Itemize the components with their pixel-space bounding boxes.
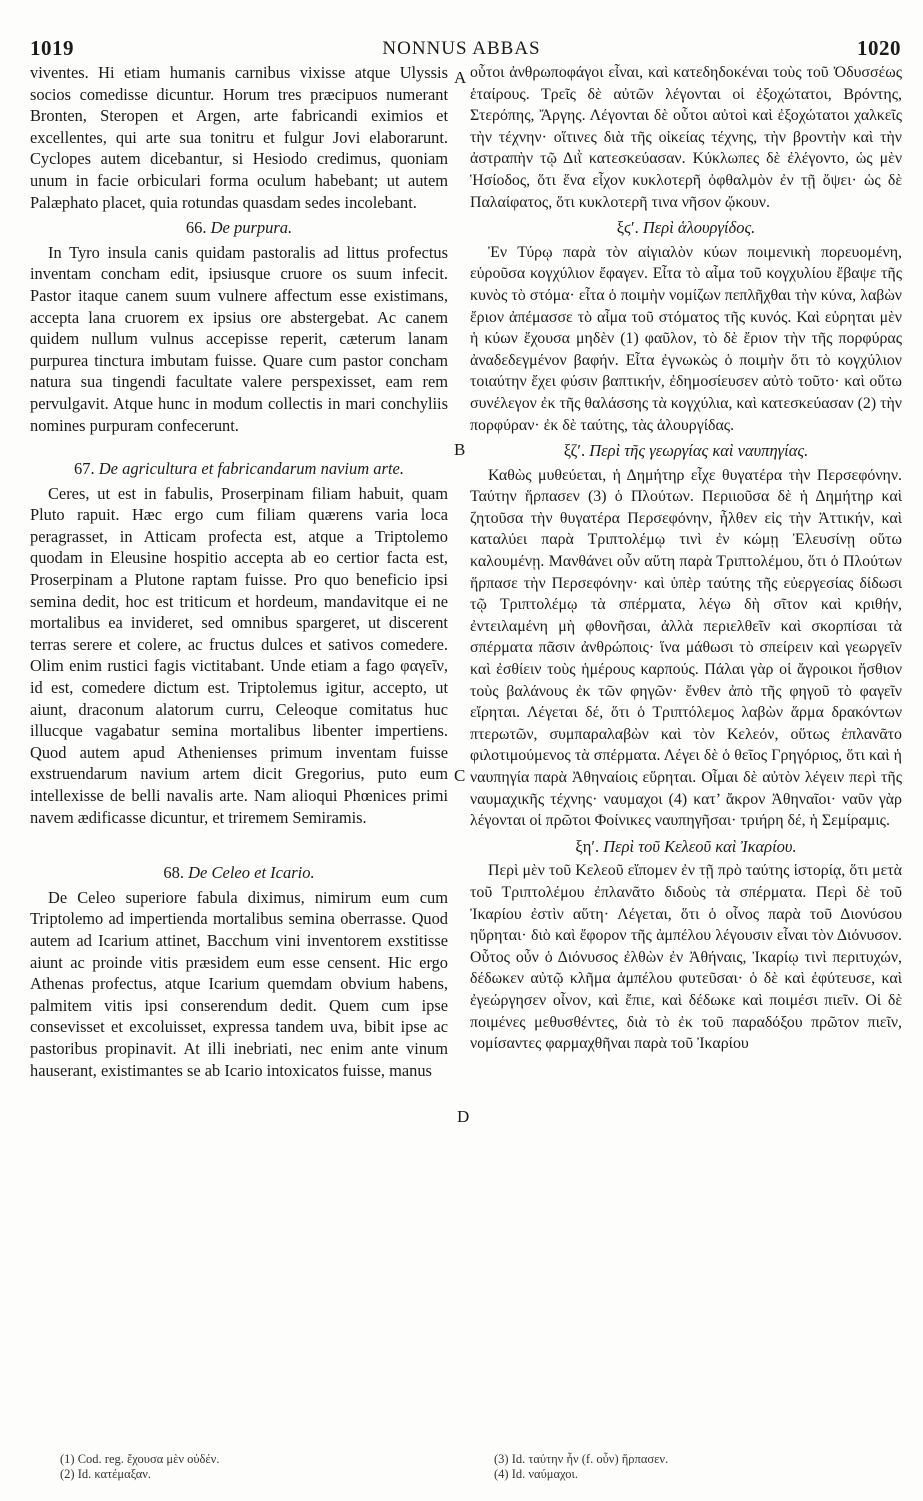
margin-marker-d: D bbox=[457, 1107, 470, 1126]
latin-section-66-heading bbox=[30, 217, 448, 239]
page-number-right: 1020 bbox=[857, 36, 901, 60]
greek-section-68-text: Περὶ μὲν τοῦ Κελεοῦ εἴπομεν ἐν τῇ πρὸ ταύτης ἱστορίᾳ, ὅτι μετὰ τοῦ Τριπτολέμου ἐπλανᾶτο διδοὺς τὰ σπέρματα. Περὶ δὲ τοῦ Ἰκαρίου ἐστὶν αὕτη· Λέγεται, ὅτι ὁ οἶνος παρὰ τοῦ Διονύσου ηὕρηται· διὸ καὶ ἔφορον τῆς ἀμπέλου λέγουσιν εἶναι τὸν Διόνυσον. Οὗτος οὖν ὁ Διόνυσος ἐλθὼν ἐν Ἀθήναις, Ἰκαρίῳ τινὶ περιτυχών, δέδωκεν αὐτῷ κλῆμα ἀμπέλου φυτεῦσαι· ὁ δὲ καὶ ἐφύτευσε, καὶ ἐγεώργησεν οἶνον, καὶ ἔπιε, καὶ δέδωκε καὶ ποιμέσι πιεῖν. Οἱ δὲ ποιμένες μεθυσθέντες, διὰ τὸ ἐκ τοῦ παραδόξου πρῶτον πιεῖν, νομίσαντες φαρμαχθῆναι παρὰ τοῦ Ἰκαρίου bbox=[470, 862, 902, 1053]
footnotes-left bbox=[60, 1452, 440, 1482]
latin-section-68-heading bbox=[30, 862, 448, 884]
section-number: 68. bbox=[163, 863, 185, 883]
greek-intro-paragraph: οὗτοι ἀνθρωποφάγοι εἶναι, καὶ κατεδηδοκέναι τοὺς τοῦ Ὀδυσσέως ἑταίρους. Τρεῖς δὲ αὐτῶν λέγονται οἱ ἐξοχώτατοι, Βρόντης, Στερόπης, Ἄργης. Λέγονται δὲ οὗτοι αὐτοὶ καὶ ἐξοχώτατοι χαλκεῖς τὴν τέχνην· οἵτινες διὰ τῆς οἰκείας τέχνης, τὴν βροντὴν καὶ τὴν ἀστραπὴν τῷ Διῒ κατεσκεύασαν. Κύκλωπες δὲ ἐλέγοντο, ὡς μὲν Ἡσίοδος, ὅτι ἕνα εἶχον κυκλοτερῆ ὀφθαλμὸν ἐν τῇ ὄψει· ὡς δὲ Παλαίφατος, ὅτι κυκλοτερῆ τινα νῆσον ᾤκουν. bbox=[470, 64, 902, 211]
page-number-left: 1019 bbox=[30, 36, 74, 60]
section-number: ξηʹ. bbox=[575, 836, 600, 856]
greek-section-67-heading bbox=[470, 440, 902, 462]
section-title: Περὶ τῆς γεωργίας καὶ ναυπηγίας. bbox=[589, 441, 809, 461]
section-title: Περὶ τοῦ Κελεοῦ καὶ Ἰκαρίου. bbox=[603, 836, 797, 856]
section-number: 66. bbox=[185, 218, 207, 238]
footnote-1: (1) Cod. reg. ἔχουσα μὲν οὐδέν. bbox=[60, 1452, 220, 1466]
section-number: ξϛʹ. bbox=[616, 218, 639, 238]
footnote-4: (4) Id. ναύμαχοι. bbox=[494, 1467, 579, 1481]
section-title: De agricultura et fabricandarum navium arte. bbox=[98, 459, 404, 479]
section-number: ξζʹ. bbox=[563, 441, 586, 461]
footnote-2: (2) Id. κατέμαξαν. bbox=[60, 1467, 152, 1481]
footnotes-right bbox=[494, 1452, 894, 1482]
latin-intro-paragraph: viventes. Hi etiam humanis carnibus vixisse atque Ulyssis socios comedisse dicuntur. Horum tres præcipuos numerant Bronten, Steropen et Argen, arte fabricandi eximios et excellentes, qui arte sua tonitru et fulgur Jovi elaborarunt. Cyclopes autem dicebantur, si Hesiodo credimus, quoniam unum in facie orbiculari forma oculum habebant; ut autem Palæphato placet, quia rotundas quasdam sedes incolebant. bbox=[30, 63, 448, 212]
latin-column bbox=[30, 62, 448, 1081]
greek-section-67-text: Καθὼς μυθεύεται, ἡ Δημήτηρ εἶχε θυγατέρα τὴν Περσεφόνην. Ταύτην ἥρπασεν (3) ὁ Πλούτων. Περιιοῦσα δὲ ἡ Δημήτηρ καὶ ζητοῦσα τὴν θυγατέρα Περσεφόνην, ἦλθεν εἰς τὴν Ἀττικήν, καὶ καταλύει παρὰ Τριπτολέμῳ τινὶ ἐν κώμῃ Ἐλευσίνῃ οὕτω καλουμένῃ. Μανθάνει οὖν αὕτη παρὰ Τριπτολέμου, ὅτι ὁ Πλούτων ἥρπασε τὴν Περσεφόνην· καὶ ὑπὲρ ταύτης τῆς εὐεργεσίας δίδωσι τῷ Τριπτολέμῳ τὰ σπέρματα, λέγω δὴ σῖτον καὶ κριθήν, ἐντειλαμένη μὴ φθονῆσαι, ἀλλὰ περιελθεῖν καὶ σκορπίσαι τὰ σπέρματα πᾶσιν ἀνθρώποις· ἵνα μάθωσι τὸ σπείρειν καὶ γεωργεῖν καὶ ἐσθίειν τοὺς ἡμέρους καρπούς. Πάλαι γὰρ οἱ ἄγροικοι ἤσθιον τοὺς βαλάνους ἐκ τῶν φηγῶν· ἔνθεν ἀπὸ τῆς φηγοῦ τὸ φαγεῖν εἴρηται. Λέγεται δέ, ὅτι ὁ Τριπτόλεμος λαβὼν ἅρμα δρακόντων πτερωτῶν, συμπαραλαβὼν καὶ τὸν Κελεόν, οὕτως ἐπλανᾶτο φιλοτιμούμενος τὰ σπέρματα. Λέγει δὲ ὁ θεῖος Γρηγόριος, ὅτι καὶ ἡ ναυπηγία παρὰ Ἀθηναίοις εὕρηται. Οἶμαι δὲ αὐτὸν λέγειν περὶ τῆς ναυμαχικῆς τέχνης· ναυμαχοι (4) κατ’ ἄκρον Ἀθηναῖοι· ναῦν γὰρ λέγονται οἱ πρῶτοι Φοίνικες ναυπηγῆσαι· τριήρη δέ, ἡ Σεμίραμις. bbox=[470, 466, 902, 830]
latin-section-67-heading bbox=[30, 458, 448, 480]
greek-column bbox=[470, 62, 902, 1055]
greek-section-66-heading bbox=[470, 217, 902, 239]
latin-section-66-text: In Tyro insula canis quidam pastoralis ad littus profectus inventam concham edit, ipsiusque cruore os suum infecit. Pastor itaque canem suum vulnere affectum esse existimans, accepta lana cruorem ex ipsius ore abstergebat. Ac canem quidem nullum vulnus accepisse reperit, cæterum lanam purpurea tinctura imbutam fuisse. Quare cum pastor concham natura sua tingendi facultate valere perspexisset, eam rem pervulgavit. Atque hunc in modum collectis in mari conchyliis nomines purpuram confecerunt. bbox=[30, 242, 448, 435]
margin-marker-a: A bbox=[454, 68, 467, 87]
section-number: 67. bbox=[74, 459, 95, 479]
greek-section-66-text: Ἐν Τύρῳ παρὰ τὸν αἰγιαλὸν κύων ποιμενικὴ πορευομένη, εὑροῦσα κογχύλιον ἔφαγεν. Εἶτα τὸ αἷμα τοῦ κογχυλίου ἔβαψε τῆς κυνὸς τὸ στόμα· εἶτα ὁ ποιμὴν νομίζων πεπλῆχθαι τὴν κύνα, λαβὼν ἔριον ἀπέμασσε τὸ αἷμα τοῦ στόματος τῆς κυνός. Καὶ εὑρηται μὲν ἡ κύων ἔχουσα μηδὲν (1) φαῦλον, τὸ δὲ ἔριον τὴν τῆς πορφύρας ἀναδεδεγμένον βαφήν. Εἶτα ἐγνωκὼς ὁ ποιμὴν ὅτι τὸ κογχύλιον τοιαύτην ἔχει φύσιν βαπτικήν, ἐδημοσίευσεν αὐτὸ τοῦτο· καὶ οὕτω συνέλεγον ἐκ τῆς θαλάσσης τὰ κογχύλια, καὶ κατεσκεύασαν (2) τὴν πορφύραν· ἐκ δὲ ταύτης, τὰς ἁλουργίδας. bbox=[470, 243, 902, 434]
latin-section-67-text: Ceres, ut est in fabulis, Proserpinam filiam habuit, quam Pluto rapuit. Hæc ergo cum filiam quærens varia loca peragrasset, in Atticam profecta est, atque a Triptolemo quodam in Eleusine hospitio accepta ab eo certior facta est, Proserpinam a Plutone raptam fuisse. Pro quo beneficio ipsi semina dedit, hoc est triticum et hordeum, mandavitque ei ne mortalibus ea invideret, sed omnibus spargeret, ut discerent terras serere et colere, ac fructus dulces et sativos comedere. Olim enim rustici fagis victitabant. Unde etiam a fago φαγεῖν, id est, comedere dictum est. Triptolemus igitur, accepto, ut aiunt, draconum alatorum curru, Celeoque comitatus huc illucque vagabatur semina mortalibus libenter impertiens. Quod autem apud Athenienses primum inventam fuisse exstruendarum navium artem dicit Gregorius, puto eum intellexisse de belli navalis arte. Nam alioqui Phœnices primi navem ædificasse dicuntur, et triremem Semiramis. bbox=[30, 483, 448, 827]
latin-section-68-text: De Celeo superiore fabula diximus, nimirum eum cum Triptolemo ad impertienda mortalibus semina oberrasse. Quod autem ad Icarium attinet, Bacchum vini inventorem exstitisse aiunt ac proinde vitis præsidem eum esse censent. Hic ergo Athenas profectus, atque Icarium quemdam obvium habens, palmitem vitis ipsi conserendum dedit. Quem cum ipse consevisset et excoluisset, expressa tandem uva, bibit ipse ac pastoribus propinavit. At illi inebriati, nec enim ante vinum hauserant, existimantes se ab Icario intoxicatos fuisse, manus bbox=[30, 887, 448, 1080]
page-header bbox=[0, 0, 923, 60]
footnote-3: (3) Id. ταύτην ἦν (f. οὖν) ἥρπασεν. bbox=[494, 1452, 669, 1466]
margin-marker-b: B bbox=[454, 440, 466, 459]
section-title: De purpura. bbox=[210, 218, 293, 238]
greek-section-68-heading bbox=[470, 836, 902, 858]
margin-marker-c: C bbox=[454, 766, 466, 785]
running-title: NONNUS ABBAS bbox=[382, 38, 541, 59]
section-title: Περὶ ἁλουργίδος. bbox=[642, 218, 756, 238]
section-title: De Celeo et Icario. bbox=[188, 863, 315, 883]
